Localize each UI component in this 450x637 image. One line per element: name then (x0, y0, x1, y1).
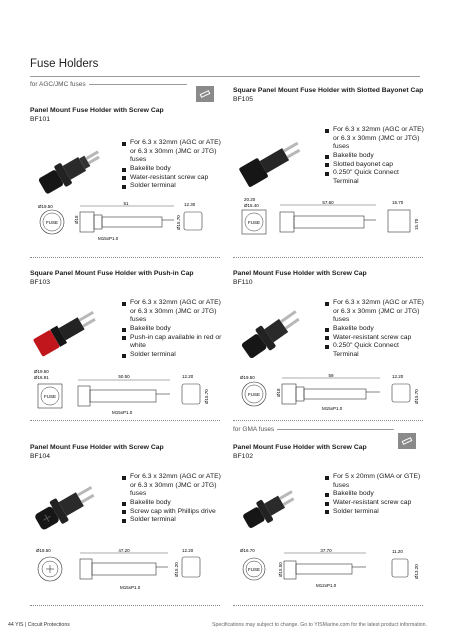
svg-text:12.20: 12.20 (392, 374, 404, 379)
divider (233, 605, 423, 606)
product-name: Panel Mount Fuse Holder with Screw Cap (233, 270, 367, 277)
dimension-drawing-bf103 (30, 368, 220, 420)
fuse-holder-photo-bf102 (236, 474, 316, 539)
page-title: Fuse Holders (30, 58, 99, 70)
spec-list-bf104: For 6.3 x 32mm (AGC or ATE) or 6.3 x 30mm (JMC or JTG) fuses Bakelite body Screw cap with Phillips drive Solder terminal (122, 473, 222, 525)
svg-text:37.70: 37.70 (320, 548, 332, 553)
product-name: Square Panel Mount Fuse Holder with Push-in Cap (30, 270, 194, 277)
svg-text:50.50: 50.50 (118, 374, 130, 379)
svg-text:12.20: 12.20 (182, 548, 194, 553)
page-footer-left: 44 YIS | Circuit Protections (8, 622, 70, 628)
svg-text:FUSE: FUSE (45, 220, 59, 225)
product-code: BF102 (233, 452, 254, 460)
divider (30, 420, 220, 421)
svg-text:M15xP1.0: M15xP1.0 (98, 236, 119, 241)
product-name: Panel Mount Fuse Holder with Screw Cap (30, 107, 164, 114)
svg-text:Ø15.70: Ø15.70 (176, 215, 181, 230)
product-name: Panel Mount Fuse Holder with Screw Cap (233, 444, 367, 451)
svg-text:12.20: 12.20 (182, 374, 194, 379)
svg-text:Ø16.70: Ø16.70 (240, 548, 255, 553)
svg-text:59: 59 (328, 373, 334, 378)
svg-text:20.20: 20.20 (244, 197, 256, 202)
svg-text:47.20: 47.20 (118, 548, 130, 553)
product-code: BF104 (30, 452, 51, 460)
svg-text:15.70: 15.70 (392, 200, 404, 205)
fuse-holder-photo-bf105 (234, 130, 314, 195)
divider (30, 257, 220, 258)
divider (233, 257, 423, 258)
page-footer-disclaimer: Specifications may subject to change. Go to YISMarine.com for the latest product information. (212, 622, 428, 628)
svg-text:Ø15.50: Ø15.50 (278, 562, 283, 577)
divider (30, 605, 220, 606)
svg-text:FUSE: FUSE (247, 392, 261, 397)
svg-text:Ø15.70: Ø15.70 (414, 389, 419, 404)
spec-list-bf103: For 6.3 x 32mm (AGC or ATE) or 6.3 x 30mm (JMC or JTG) fuses Bakelite body Push-in cap available in red or white Solder terminal (122, 299, 222, 360)
fuse-holder-photo-bf104 (30, 474, 110, 539)
product-code: BF101 (30, 115, 51, 123)
dimension-drawing-bf101 (34, 200, 214, 245)
svg-text:Ø15.40: Ø15.40 (244, 203, 259, 208)
fuse-holder-photo-bf110 (236, 300, 316, 365)
svg-text:15.70: 15.70 (414, 218, 419, 230)
svg-text:Ø19.50: Ø19.50 (38, 204, 53, 209)
product-code: BF103 (30, 278, 51, 286)
svg-text:Ø18: Ø18 (74, 215, 79, 224)
spec-list-bf110: For 6.3 x 32mm (AGC or ATE) or 6.3 x 30mm (JMC or JTG) fuses Bakelite body Water-resistant screw cap 0.250" Quick Connect Terminal (325, 299, 425, 360)
divider (233, 420, 423, 421)
section-label-gma: for GMA fuses (233, 426, 394, 433)
svg-text:Ø15.20: Ø15.20 (174, 562, 179, 577)
svg-text:FUSE: FUSE (247, 220, 261, 225)
svg-text:12.30: 12.30 (184, 202, 196, 207)
dimension-drawing-bf105 (236, 196, 426, 248)
svg-text:Ø16.91: Ø16.91 (34, 375, 49, 380)
spec-list-bf101: For 6.3 x 32mm (AGC or ATE) or 6.3 x 30mm (JMC or JTG) fuses Bakelite body Water-resistant screw cap Solder terminal (122, 139, 222, 191)
svg-text:Ø15.70: Ø15.70 (204, 389, 209, 404)
dimension-drawing-bf110 (236, 370, 426, 415)
spec-list-bf102: For 5 x 20mm (GMA or GTE) fuses Bakelite body Water-resistant screw cap Solder terminal (325, 473, 425, 516)
product-code: BF110 (233, 278, 253, 286)
fuse-holder-photo-bf103 (30, 300, 110, 365)
svg-text:Ø18: Ø18 (276, 388, 281, 397)
dimension-drawing-bf104 (32, 543, 217, 595)
svg-text:FUSE: FUSE (43, 394, 57, 399)
fuse-tag-icon (196, 86, 214, 102)
svg-text:Ø19.50: Ø19.50 (240, 375, 255, 380)
title-rule (30, 76, 420, 77)
product-name: Square Panel Mount Fuse Holder with Slotted Bayonet Cap (233, 87, 424, 94)
svg-text:M15xP1.0: M15xP1.0 (120, 585, 141, 590)
svg-text:M15xP1.0: M15xP1.0 (112, 410, 133, 415)
svg-text:11.20: 11.20 (392, 549, 403, 554)
product-name: Panel Mount Fuse Holder with Screw Cap (30, 444, 164, 451)
svg-text:FUSE: FUSE (247, 567, 261, 572)
product-code: BF105 (233, 95, 254, 103)
svg-text:Ø13.20: Ø13.20 (414, 564, 419, 579)
dimension-drawing-bf102 (236, 543, 426, 595)
fuse-holder-photo-bf101 (33, 140, 113, 196)
svg-text:Ø19.50: Ø19.50 (34, 369, 49, 374)
section-label-agc: for AGC/JMC fuses (30, 81, 187, 88)
spec-list-bf105: For 6.3 x 32mm (AGC or ATE) or 6.3 x 30mm (JMC or JTG) fuses Bakelite body Slotted bayonet cap 0.250" Quick Connect Terminal (325, 126, 425, 187)
svg-text:M15xP1.0: M15xP1.0 (322, 406, 343, 411)
svg-text:57.60: 57.60 (322, 200, 334, 205)
svg-text:51: 51 (123, 201, 129, 206)
svg-text:M12xP1.0: M12xP1.0 (316, 583, 337, 588)
svg-text:Ø18.50: Ø18.50 (36, 548, 51, 553)
